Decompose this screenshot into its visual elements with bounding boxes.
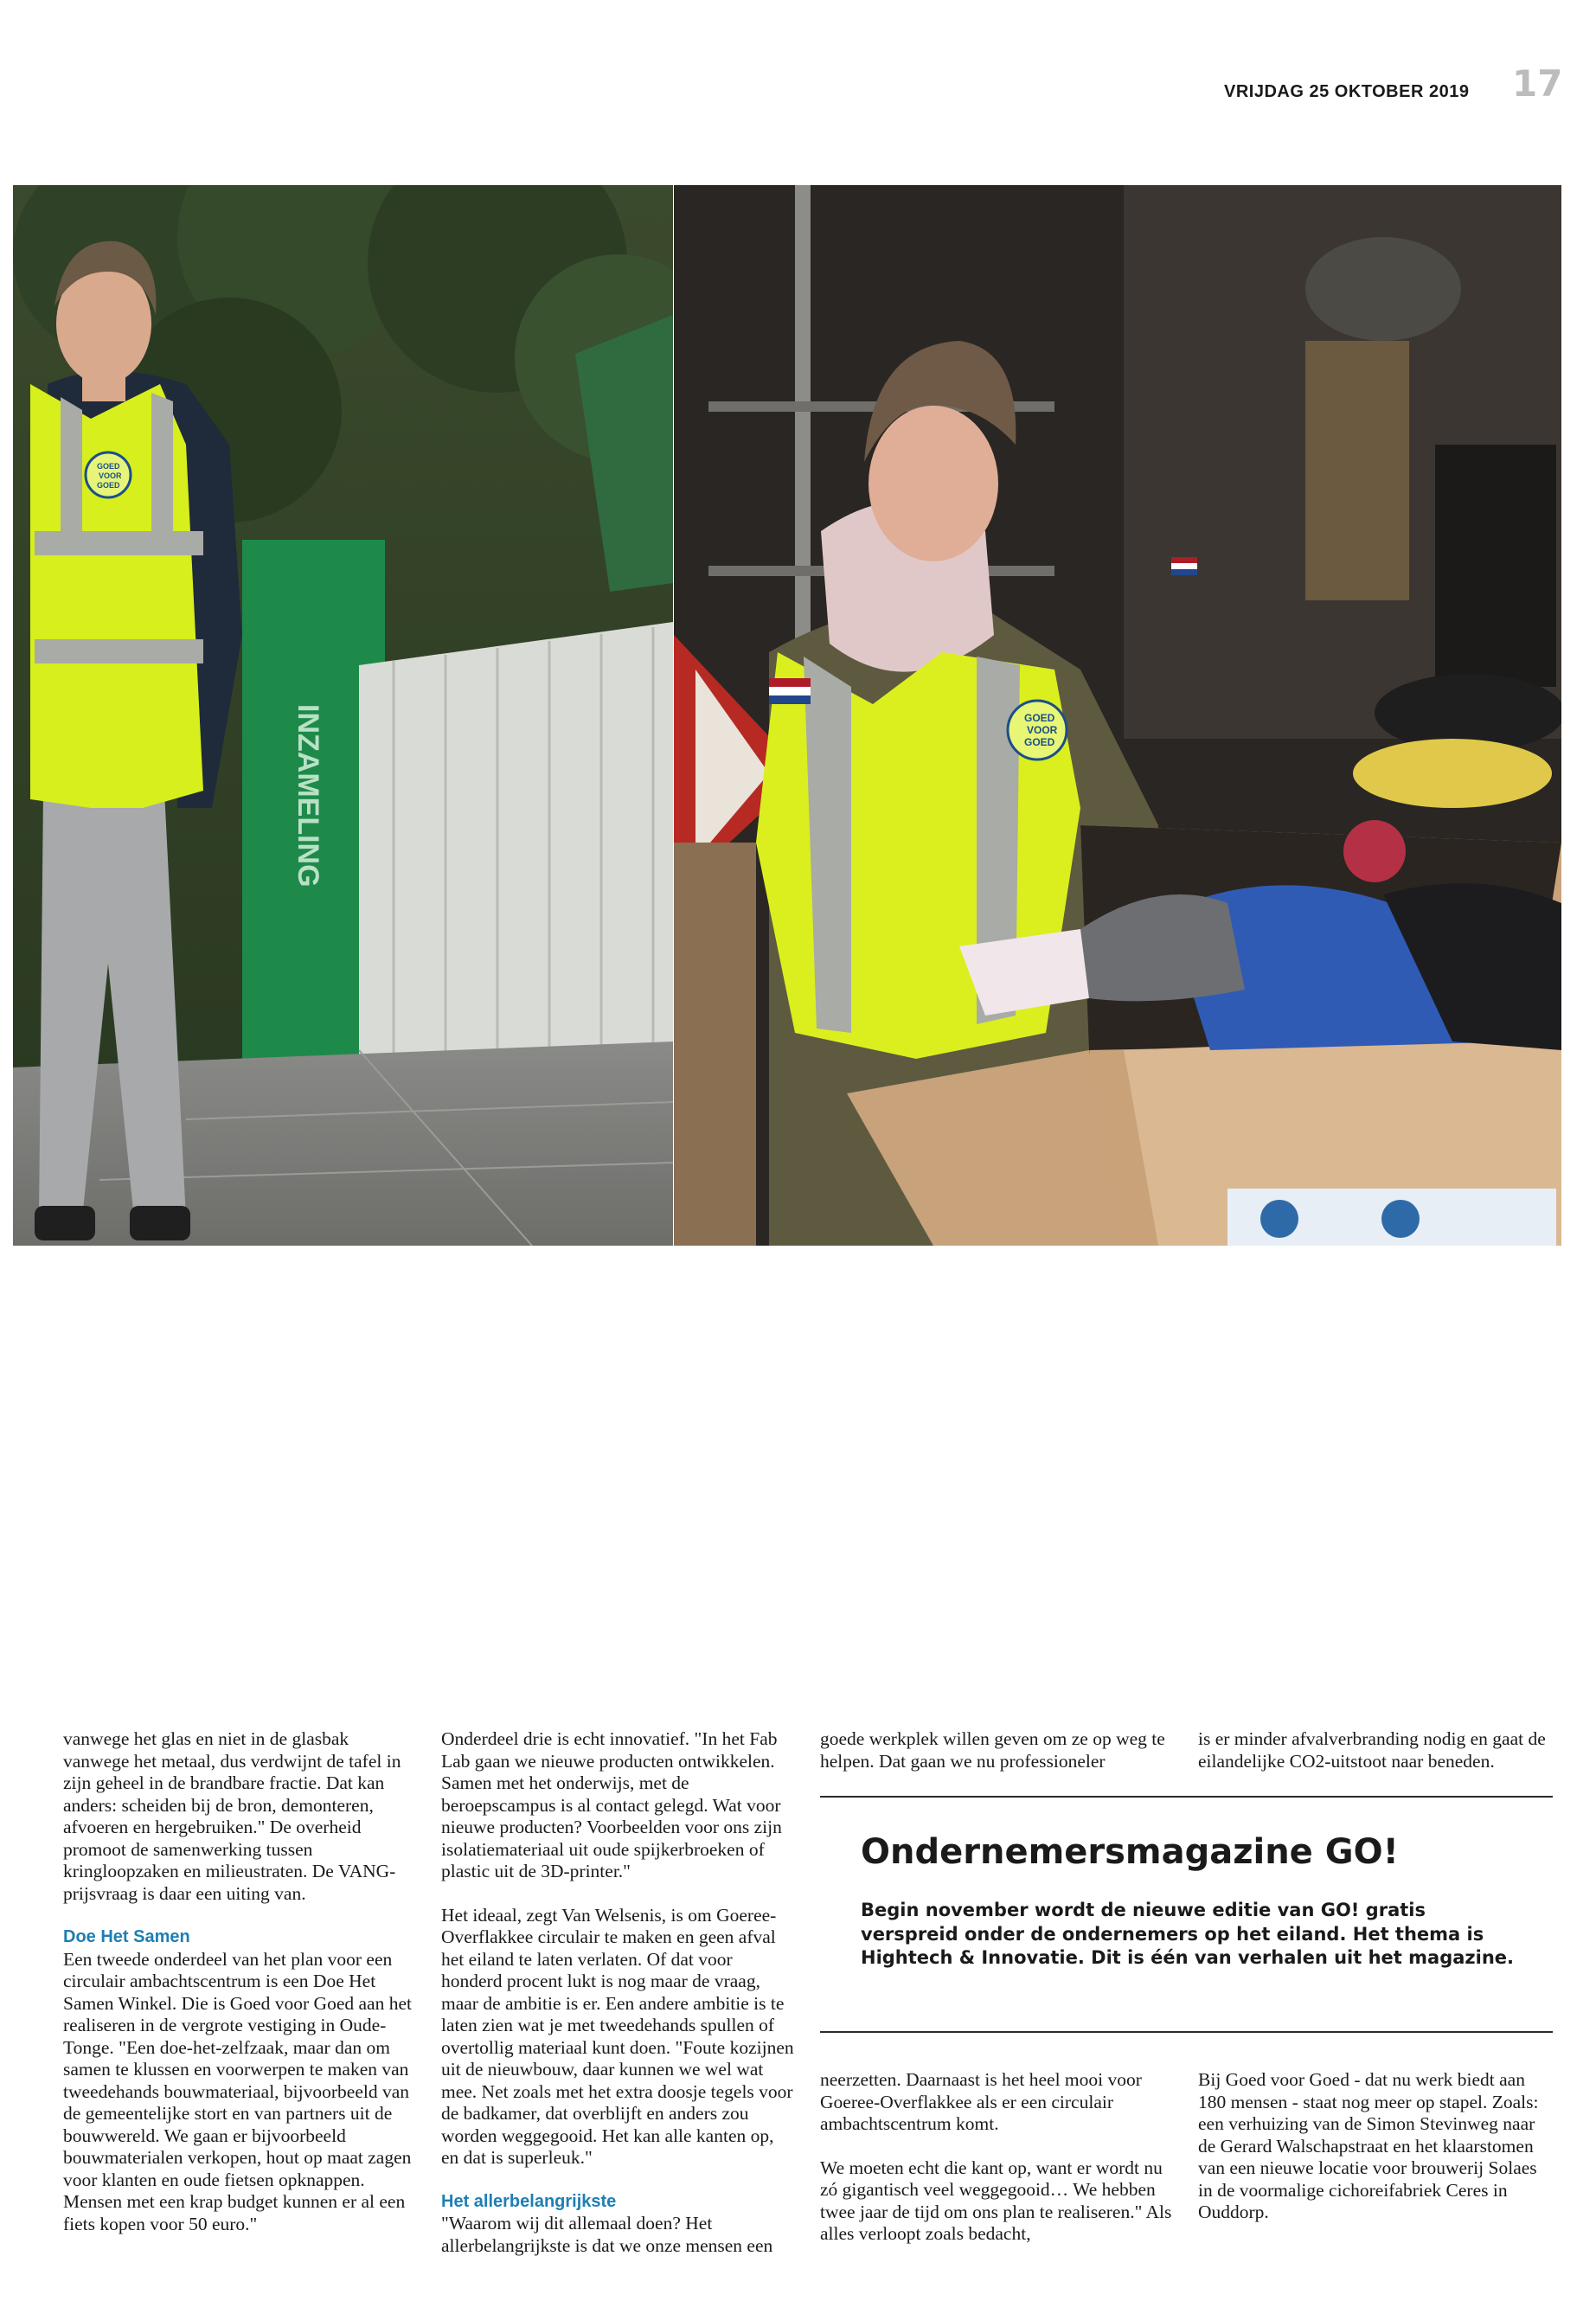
left-vest-logo-3: GOED: [97, 481, 120, 490]
article-paragraph: is er minder afvalverbranding nodig en gaat de eilandelijke CO2-uitstoot naar beneden.: [1198, 1728, 1546, 1772]
box-intro: Begin november wordt de nieuwe editie van GO! gratis verspreid onder de ondernemers op het eiland. Het thema is Hightech & Innovatie. Dit is één van verhalen uit het magazine.: [861, 1900, 1514, 1968]
photo-man-in-vest: [13, 185, 673, 1246]
issue-date: VRIJDAG 25 OKTOBER 2019: [1224, 82, 1470, 101]
article-column-4-bottom: [1198, 2069, 1553, 2224]
article-paragraph: Bij Goed voor Goed - dat nu werk biedt aan 180 mensen - staat nog meer op stapel. Zoals: een verhuizing van de Simon Stevinweg naar de Gerard Walschapstraat en het klaarstomen van een nieuwe locatie voor brouwerij Solaes in de voormalige cichoreifabriek Ceres in Ouddorp.: [1198, 2069, 1539, 2222]
right-vest-logo-2: VOOR: [1027, 724, 1058, 736]
article-column-1: [63, 1728, 418, 2235]
article-paragraph: neerzetten. Daarnaast is het heel mooi voor Goeree-Overflakkee als er een circulair ambachtscentrum komt.: [820, 2069, 1142, 2134]
article-column-3-bottom: [820, 2069, 1175, 2246]
box-top-rule: [820, 1796, 1553, 1798]
right-vest-logo-1: GOED: [1024, 712, 1055, 724]
article-column-2: [441, 1728, 796, 2257]
left-vest-logo-2: VOOR: [99, 471, 122, 480]
article-column-3-top: [820, 1728, 1175, 1772]
page-number: 17: [1512, 62, 1563, 105]
subheading-doe-het-samen: Doe Het Samen: [63, 1927, 190, 1946]
container-label: INZAMELING: [292, 704, 324, 888]
article-paragraph: vanwege het glas en niet in de glasbak vanwege het metaal, dus verdwijnt de tafel in zijn geheel in de brandbare fractie. Dat kan anders: scheiden bij de bron, demonteren, afvoeren en hergebruiken." De overheid promoot de samenwerking tussen kringloopzaken en milieustraten. De VANG-prijsvraag is daar een uiting van.: [63, 1728, 401, 1904]
box-title: Ondernemersmagazine GO!: [861, 1832, 1399, 1872]
left-vest-logo-1: GOED: [97, 462, 120, 471]
article-paragraph: We moeten echt die kant op, want er wordt nu zó gigantisch veel weggegooid… We hebben twee jaar de tijd om ons plan te realiseren." Als alles verloopt zoals bedacht,: [820, 2157, 1172, 2244]
photo-woman-with-box: [674, 185, 1561, 1246]
article-paragraph: goede werkplek willen geven om ze op weg te helpen. Dat gaan we nu professioneler: [820, 1728, 1165, 1772]
article-paragraph: Het ideaal, zegt Van Welsenis, is om Goeree-Overflakkee circulair te maken en geen afval het eiland te laten verlaten. Of dat voor honderd procent lukt is nog maar de vraag, maar de ambitie is er. Een andere ambitie is te laten zien wat je met tweedehands spullen of overtollig materiaal kunt doen. "Foute kozijnen uit de nieuwbouw, daar kunnen we wel wat mee. Net zoals met het extra doosje tegels voor de badkamer, dat overblijft en anders zou worden weggegooid. Het kan alle kanten op, en dat is superleuk.": [441, 1904, 794, 2168]
article-paragraph: Onderdeel drie is echt innovatief. "In het Fab Lab gaan we nieuwe producten ontwikkelen. Samen met het onderwijs, met de beroepscampus is al contact gelegd. Wat voor nieuwe producten? Voorbeelden voor ons zijn isolatiemateriaal uit oude spijkerbroeken of plastic uit de 3D-printer.": [441, 1728, 782, 1881]
article-column-4-top: [1198, 1728, 1553, 1772]
box-bottom-rule: [820, 2031, 1553, 2033]
article-paragraph: Een tweede onderdeel van het plan voor een circulair ambachtscentrum is een Doe Het Samen Winkel. Die is Goed voor Goed aan het realiseren in de vergrote vestiging in Oude-Tonge. "Een doe-het-zelfzaak, maar dan om samen te klussen en voorwerpen te maken van tweedehands bouwmateriaal, bijvoorbeeld van de gemeentelijke stort en van partners uit de bouwwereld. We gaan er bijvoorbeeld bouwmaterialen verkopen, hout op maat zagen voor klanten en oude fietsen opknappen. Mensen met een krap budget kunnen er al een fiets kopen voor 50 euro.": [63, 1948, 412, 2234]
article-paragraph: "Waarom wij dit allemaal doen? Het allerbelangrijkste is dat we onze mensen een: [441, 2213, 773, 2256]
right-vest-logo-3: GOED: [1024, 736, 1055, 748]
subheading-het-allerbelangrijkste: Het allerbelangrijkste: [441, 2191, 617, 2211]
